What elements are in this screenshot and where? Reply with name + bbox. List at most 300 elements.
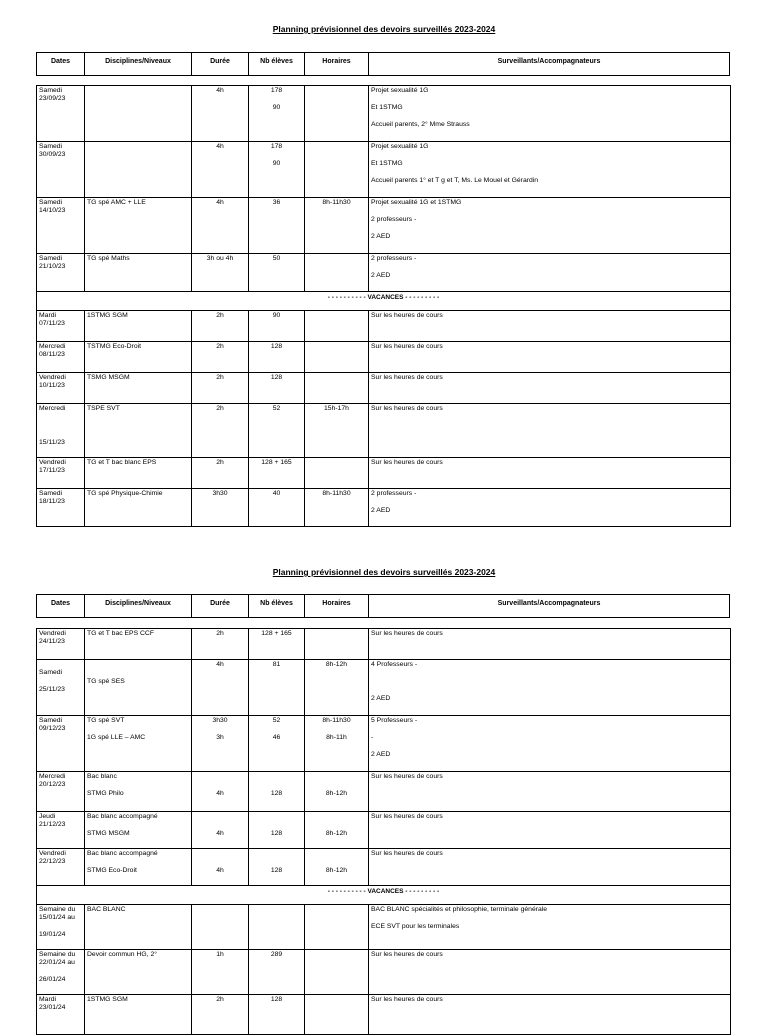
cell-line: 4 Professeurs - <box>371 661 418 668</box>
duration-cell <box>192 458 249 489</box>
table-row <box>37 292 731 311</box>
cell-line <box>194 813 246 830</box>
date-cell <box>37 660 85 716</box>
cell-line: Projet sexualité 1G <box>371 143 429 150</box>
date-cell <box>37 311 85 342</box>
cell-line <box>194 906 246 923</box>
students-cell <box>249 198 305 254</box>
duration-cell <box>192 716 249 772</box>
schedule-cell <box>305 660 369 716</box>
cell-line: 4h <box>216 87 224 94</box>
cell-line: 24/11/23 <box>39 638 65 645</box>
students-cell <box>249 86 305 142</box>
cell-line: 09/12/23 <box>39 725 66 732</box>
schedule-cell <box>305 629 369 660</box>
cell-line: 52 <box>272 405 281 412</box>
schedule-cell <box>305 772 369 812</box>
students-cell <box>249 905 305 950</box>
cell-line: 3h <box>216 734 224 741</box>
cell-line <box>87 661 189 678</box>
cell-line: Mardi <box>39 996 56 1003</box>
cell-line: 2h <box>216 343 224 350</box>
cell-line: 2h <box>216 630 224 637</box>
cell-line: TSPE SVT <box>87 405 120 412</box>
cell-line: Et 1STMG <box>371 160 403 167</box>
students-cell <box>249 849 305 886</box>
students-cell <box>249 660 305 716</box>
cell-line: 08/11/23 <box>39 351 65 358</box>
cell-line: 2h <box>216 312 224 319</box>
cell-line: 21/12/23 <box>39 821 66 828</box>
supervisors-cell <box>369 86 731 142</box>
cell-line: Sur les heures de cours <box>371 343 443 350</box>
cell-line <box>307 773 366 790</box>
discipline-cell <box>85 660 192 716</box>
table-row <box>37 905 731 950</box>
schedule-cell <box>305 311 369 342</box>
cell-line <box>307 374 366 391</box>
duration-cell <box>192 849 249 886</box>
cell-line: TG et T bac blanc EPS <box>87 459 157 466</box>
date-cell <box>37 812 85 849</box>
cell-line <box>307 996 366 1013</box>
duration-cell <box>192 86 249 142</box>
discipline-cell <box>85 142 192 198</box>
cell-line <box>307 813 366 830</box>
cell-line: TG spé SES <box>87 678 125 685</box>
students-cell <box>249 995 305 1035</box>
cell-line: 128 + 165 <box>261 630 292 637</box>
cell-line <box>307 630 366 647</box>
cell-line: 8h-11h30 <box>322 717 351 724</box>
cell-line: 21/10/23 <box>39 263 66 270</box>
students-cell <box>249 254 305 292</box>
cell-line: Accueil parents 1° et T g et T, Ms. Le Mouel et Gérardin <box>371 177 539 184</box>
cell-line: Sur les heures de cours <box>371 850 443 857</box>
cell-line: 15/11/23 <box>39 439 65 446</box>
students-cell <box>249 629 305 660</box>
discipline-cell <box>85 629 192 660</box>
cell-line: 10/11/23 <box>39 382 65 389</box>
supervisors-cell <box>369 716 731 772</box>
cell-line: 15/01/24 au <box>39 914 75 921</box>
cell-line: 4h <box>216 830 224 837</box>
discipline-cell <box>85 404 192 458</box>
discipline-cell <box>85 311 192 342</box>
cell-line: 8h-12h <box>325 830 348 837</box>
cell-line <box>251 773 302 790</box>
table-row <box>37 311 731 342</box>
cell-line: 8h-11h30 <box>322 490 351 497</box>
cell-line <box>307 459 366 476</box>
schedule-cell <box>305 812 369 849</box>
discipline-cell <box>85 458 192 489</box>
cell-line: Mercredi <box>39 343 66 350</box>
cell-line: Mercredi <box>39 773 66 780</box>
date-cell <box>37 342 85 373</box>
cell-line: Projet sexualité 1G et 1STMG <box>371 199 462 206</box>
students-cell <box>249 373 305 404</box>
supervisors-cell <box>369 950 731 995</box>
cell-line <box>307 87 366 104</box>
cell-line: 07/11/23 <box>39 320 65 327</box>
cell-line <box>307 343 366 360</box>
supervisors-cell <box>369 254 731 292</box>
cell-line: 3h30 <box>212 717 228 724</box>
cell-line: Sur les heures de cours <box>371 996 443 1003</box>
supervisors-cell <box>369 198 731 254</box>
schedule-cell <box>305 458 369 489</box>
cell-line: 1h <box>216 951 224 958</box>
cell-line: 4h <box>216 790 224 797</box>
cell-line: 2h <box>216 405 224 412</box>
table-row <box>37 629 731 660</box>
students-cell <box>249 716 305 772</box>
cell-line: 20/12/23 <box>39 781 66 788</box>
discipline-cell <box>85 772 192 812</box>
cell-line: Samedi <box>39 87 63 94</box>
schedule-cell <box>305 198 369 254</box>
header-cell: Horaires <box>305 53 369 75</box>
cell-line: 1STMG SGM <box>87 996 128 1003</box>
cell-line: Bac blanc accompagné <box>87 813 158 820</box>
discipline-cell <box>85 849 192 886</box>
header-cell: Dates <box>37 595 85 617</box>
discipline-cell <box>85 950 192 995</box>
cell-line: 8h-12h <box>325 661 348 668</box>
cell-line: Sur les heures de cours <box>371 773 443 780</box>
supervisors-cell <box>369 489 731 527</box>
supervisors-cell <box>369 660 731 716</box>
supervisors-cell <box>369 629 731 660</box>
students-cell <box>249 489 305 527</box>
discipline-cell <box>85 489 192 527</box>
schedule-cell <box>305 849 369 886</box>
page-title: Planning prévisionnel des devoirs surveillés 2023-2024 <box>272 567 496 577</box>
duration-cell <box>192 198 249 254</box>
duration-cell <box>192 950 249 995</box>
cell-line <box>39 422 82 439</box>
cell-line: 4h <box>216 661 224 668</box>
cell-line: 36 <box>272 199 281 206</box>
cell-line: 40 <box>272 490 281 497</box>
cell-line: 8h-12h <box>325 867 348 874</box>
discipline-cell <box>85 86 192 142</box>
cell-line: 2h <box>216 459 224 466</box>
cell-line: 128 <box>270 830 283 837</box>
cell-line: 90 <box>272 160 281 167</box>
cell-line <box>39 661 82 669</box>
supervisors-cell <box>369 812 731 849</box>
cell-line: Vendredi <box>39 459 66 466</box>
duration-cell <box>192 404 249 458</box>
cell-line: Et 1STMG <box>371 104 403 111</box>
cell-line: 90 <box>272 104 281 111</box>
cell-line: Semaine du <box>39 951 76 958</box>
duration-cell <box>192 142 249 198</box>
table-row <box>37 254 731 292</box>
cell-line: 1G spé LLE – AMC <box>87 734 146 741</box>
cell-line: 8h-11h <box>326 734 347 741</box>
table-row <box>37 342 731 373</box>
cell-line: 46 <box>272 734 281 741</box>
cell-line: 4h <box>216 867 224 874</box>
cell-line: 23/01/24 <box>39 1004 66 1011</box>
cell-line: Mercredi <box>39 405 66 412</box>
cell-line: TG spé Maths <box>87 255 130 262</box>
cell-line: 2 AED <box>371 272 391 279</box>
date-cell <box>37 849 85 886</box>
discipline-cell <box>85 716 192 772</box>
cell-line: 30/09/23 <box>39 151 66 158</box>
cell-line: 23/09/23 <box>39 95 66 102</box>
cell-line: 25/11/23 <box>39 686 65 693</box>
discipline-cell <box>85 812 192 849</box>
cell-line <box>194 850 246 867</box>
date-cell <box>37 142 85 198</box>
cell-line: 2h <box>216 996 224 1003</box>
cell-line: Mardi <box>39 312 56 319</box>
cell-line: TG spé Physique-Chimie <box>87 490 163 497</box>
duration-cell <box>192 772 249 812</box>
cell-line: Sur les heures de cours <box>371 312 443 319</box>
table-row <box>37 886 731 905</box>
schedule-cell <box>305 342 369 373</box>
supervisors-cell <box>369 342 731 373</box>
discipline-cell <box>85 995 192 1035</box>
table-header <box>36 594 730 618</box>
cell-line: 128 <box>270 343 283 350</box>
table-row <box>37 198 731 254</box>
cell-line: 128 <box>270 867 283 874</box>
table-row <box>37 404 731 458</box>
table-row <box>37 458 731 489</box>
cell-line: 2 professeurs - <box>371 216 417 223</box>
cell-line: Projet sexualité 1G <box>371 87 429 94</box>
supervisors-cell <box>369 905 731 950</box>
cell-line: 26/01/24 <box>39 976 66 983</box>
cell-line: Sur les heures de cours <box>371 951 443 958</box>
cell-line: 17/11/23 <box>39 467 65 474</box>
cell-line: 14/10/23 <box>39 207 66 214</box>
cell-line <box>371 678 728 695</box>
supervisors-cell <box>369 373 731 404</box>
cell-line: 90 <box>272 312 281 319</box>
cell-line: STMG MSGM <box>87 830 130 837</box>
cell-line: TG spé SVT <box>87 717 125 724</box>
cell-line: 52 <box>272 717 281 724</box>
students-cell <box>249 458 305 489</box>
date-cell <box>37 489 85 527</box>
header-cell: Nb élèves <box>249 595 305 617</box>
cell-line: 178 <box>270 87 283 94</box>
schedule-cell <box>305 86 369 142</box>
cell-line: BAC BLANC spécialités et philosophie, terminale générale <box>371 906 548 913</box>
discipline-cell <box>85 198 192 254</box>
schedule-cell <box>305 373 369 404</box>
cell-line: 8h-11h30 <box>322 199 351 206</box>
cell-line: 1STMG SGM <box>87 312 128 319</box>
cell-line: Vendredi <box>39 374 66 381</box>
cell-line <box>307 906 366 923</box>
cell-line: 2 AED <box>371 695 391 702</box>
supervisors-cell <box>369 849 731 886</box>
cell-line: 128 <box>270 374 283 381</box>
table-row <box>37 86 731 142</box>
students-cell <box>249 812 305 849</box>
cell-line: 22/01/24 au <box>39 959 75 966</box>
students-cell <box>249 950 305 995</box>
date-cell <box>37 950 85 995</box>
cell-line: 2h <box>216 374 224 381</box>
cell-line: STMG Philo <box>87 790 124 797</box>
cell-line: 3h30 <box>212 490 228 497</box>
students-cell <box>249 142 305 198</box>
cell-line: Jeudi <box>39 813 56 820</box>
cell-line <box>194 773 246 790</box>
cell-line: ECE SVT pour les terminales <box>371 923 460 930</box>
duration-cell <box>192 660 249 716</box>
cell-line: 2 AED <box>371 751 391 758</box>
cell-line: TG spé AMC + LLE <box>87 199 146 206</box>
schedule-cell <box>305 716 369 772</box>
students-cell <box>249 404 305 458</box>
schedule-cell <box>305 995 369 1035</box>
date-cell <box>37 404 85 458</box>
cell-line <box>307 143 366 160</box>
date-cell <box>37 772 85 812</box>
cell-line: Sur les heures de cours <box>371 374 443 381</box>
cell-line: 3h ou 4h <box>206 255 234 262</box>
cell-line: 178 <box>270 143 283 150</box>
duration-cell <box>192 373 249 404</box>
cell-line: Vendredi <box>39 850 66 857</box>
table-row <box>37 849 731 886</box>
table-row <box>37 772 731 812</box>
cell-line: Samedi <box>39 669 63 676</box>
cell-line: 2 AED <box>371 507 391 514</box>
duration-cell <box>192 629 249 660</box>
table-row <box>37 716 731 772</box>
duration-cell <box>192 489 249 527</box>
cell-line: 289 <box>270 951 283 958</box>
header-cell: Disciplines/Niveaux <box>85 595 192 617</box>
table-row <box>37 660 731 716</box>
date-cell <box>37 716 85 772</box>
students-cell <box>249 772 305 812</box>
supervisors-cell <box>369 458 731 489</box>
duration-cell <box>192 905 249 950</box>
schedule-cell <box>305 142 369 198</box>
cell-line: Bac blanc <box>87 773 117 780</box>
cell-line: 81 <box>272 661 281 668</box>
cell-line: Sur les heures de cours <box>371 813 443 820</box>
table-row <box>37 995 731 1035</box>
students-cell <box>249 311 305 342</box>
cell-line <box>87 87 189 104</box>
cell-line: 18/11/23 <box>39 498 65 505</box>
cell-line: Semaine du <box>39 906 76 913</box>
cell-line: Samedi <box>39 490 63 497</box>
cell-line <box>307 850 366 867</box>
cell-line: Vendredi <box>39 630 66 637</box>
cell-line: BAC BLANC <box>87 906 126 913</box>
header-cell: Surveillants/Accompagnateurs <box>497 600 601 607</box>
date-cell <box>37 254 85 292</box>
supervisors-cell <box>369 995 731 1035</box>
date-cell <box>37 198 85 254</box>
discipline-cell <box>85 373 192 404</box>
cell-line: 19/01/24 <box>39 931 66 938</box>
duration-cell <box>192 311 249 342</box>
discipline-cell <box>85 905 192 950</box>
schedule-table <box>36 85 731 527</box>
vacances-divider: - - - - - - - - - - VACANCES - - - - - - - - - <box>37 292 731 311</box>
cell-line: Bac blanc accompagné <box>87 850 158 857</box>
cell-line <box>87 143 189 160</box>
cell-line <box>307 255 366 272</box>
cell-line <box>251 813 302 830</box>
date-cell <box>37 458 85 489</box>
cell-line: 128 <box>270 790 283 797</box>
cell-line: STMG Eco-Droit <box>87 867 137 874</box>
cell-line: TG et T bac EPS CCF <box>87 630 154 637</box>
date-cell <box>37 373 85 404</box>
table-row <box>37 812 731 849</box>
discipline-cell <box>85 254 192 292</box>
cell-line: Samedi <box>39 255 63 262</box>
supervisors-cell <box>369 404 731 458</box>
table-row <box>37 142 731 198</box>
cell-line: 128 <box>270 996 283 1003</box>
cell-line: Samedi <box>39 143 63 150</box>
cell-line: 5 Professeurs - <box>371 717 418 724</box>
supervisors-cell <box>369 142 731 198</box>
cell-line: 2 AED <box>371 233 391 240</box>
table-row <box>37 373 731 404</box>
cell-line: 128 + 165 <box>261 459 292 466</box>
table-row <box>37 950 731 995</box>
schedule-table <box>36 628 731 1035</box>
date-cell <box>37 905 85 950</box>
header-cell: Disciplines/Niveaux <box>85 53 192 75</box>
cell-line: 50 <box>272 255 281 262</box>
cell-line: TSTMG Eco-Droit <box>87 343 142 350</box>
students-cell <box>249 342 305 373</box>
cell-line <box>251 850 302 867</box>
table-header <box>36 52 730 76</box>
duration-cell <box>192 254 249 292</box>
schedule-cell <box>305 950 369 995</box>
discipline-cell <box>85 342 192 373</box>
cell-line: 4h <box>216 143 224 150</box>
cell-line: 2 professeurs - <box>371 490 417 497</box>
cell-line <box>251 906 302 923</box>
cell-line: Sur les heures de cours <box>371 630 443 637</box>
header-cell: Nb élèves <box>249 53 305 75</box>
cell-line: Samedi <box>39 199 63 206</box>
schedule-cell <box>305 254 369 292</box>
cell-line: 4h <box>216 199 224 206</box>
cell-line: - <box>371 734 374 741</box>
duration-cell <box>192 995 249 1035</box>
date-cell <box>37 629 85 660</box>
schedule-cell <box>305 404 369 458</box>
supervisors-cell <box>369 311 731 342</box>
duration-cell <box>192 812 249 849</box>
table-row <box>37 489 731 527</box>
header-cell: Durée <box>192 595 249 617</box>
